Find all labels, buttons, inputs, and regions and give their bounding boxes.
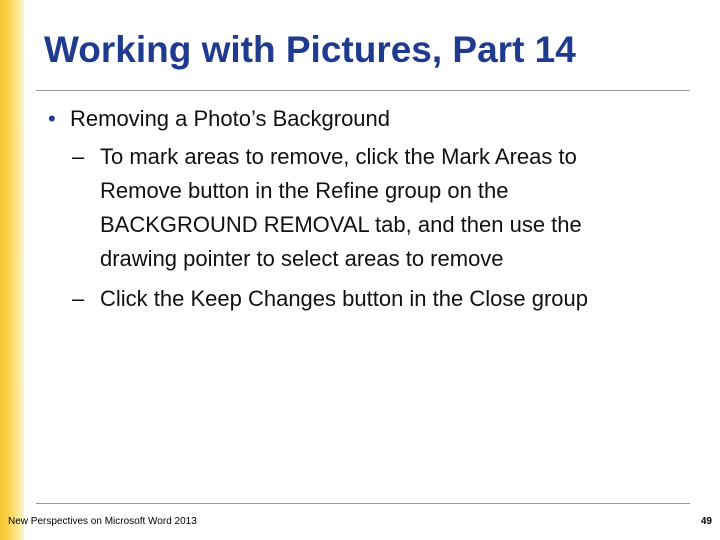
sub-bullet-line: BACKGROUND REMOVAL tab, and then use the	[100, 212, 582, 237]
sub-bullet-marker: –	[72, 286, 85, 311]
sub-bullet-text	[100, 282, 670, 316]
slide-title: Working with Pictures, Part 14	[44, 29, 576, 70]
sub-bullet-line: Remove button in the Refine group on the	[100, 178, 509, 203]
footer-divider	[36, 503, 690, 504]
bullet-marker: •	[48, 106, 56, 131]
sub-bullet-line: drawing pointer to select areas to remove	[100, 246, 504, 271]
sub-bullet-line: To mark areas to remove, click the Mark Areas to	[100, 144, 577, 169]
title-divider	[36, 90, 690, 91]
bullet-text: Removing a Photo’s Background	[70, 106, 391, 131]
footer-text: New Perspectives on Microsoft Word 2013	[8, 516, 197, 527]
sub-bullet-marker: –	[72, 144, 85, 169]
sub-bullet-text	[100, 140, 670, 276]
page-number: 49	[700, 516, 712, 527]
decorative-side-band	[0, 0, 24, 540]
sub-bullet-line: Click the Keep Changes button in the Close group	[100, 286, 588, 311]
